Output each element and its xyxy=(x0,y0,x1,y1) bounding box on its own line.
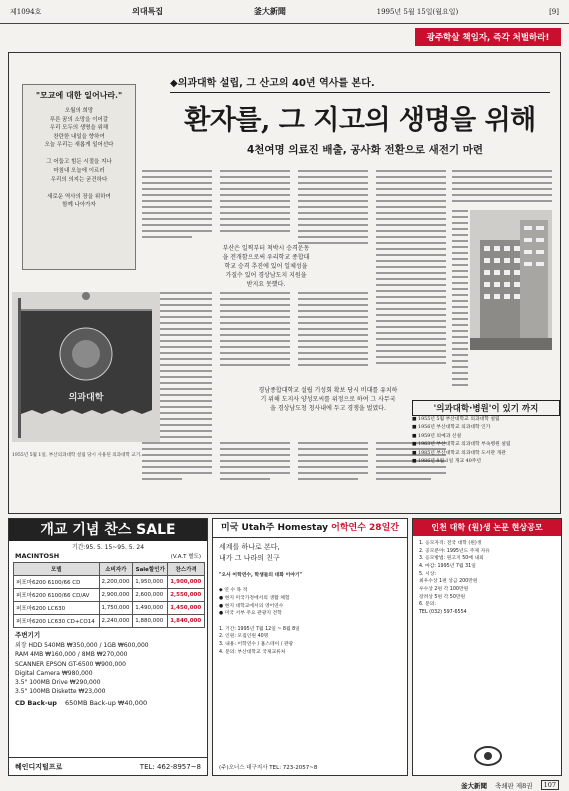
quote-line: 오월의 희망 xyxy=(64,108,94,115)
banner-slogan: 광주학살 책임자, 즉각 처벌하라! xyxy=(415,28,561,46)
price-cell: 2,600,000 xyxy=(133,589,168,602)
homestay-line: "오사 어학연수, 학생들의 대화 이야기" xyxy=(219,573,303,579)
price-cell: 1,450,000 xyxy=(168,602,205,615)
contest-line: 3. 응모방법: 원고지 50매 내외 xyxy=(419,556,484,562)
contest-line: 최우수상 1편 상금 200만원 xyxy=(419,579,478,585)
price-row xyxy=(14,602,205,615)
contest-line: 장려상 5편 각 50만원 xyxy=(419,594,466,600)
flag-photo xyxy=(12,292,160,442)
price-cell: 2,550,000 xyxy=(168,589,205,602)
price-col-header: 모델 xyxy=(14,563,100,576)
price-cell: 2,240,000 xyxy=(99,615,133,628)
history-item: ■ 1963년 부산대학교 의과대학 부속병원 설립 xyxy=(412,442,511,448)
history-item: ■ 1955년 5월 부산대학교 의과대학 설립 xyxy=(412,417,500,422)
pull-quote: 경남종합대학교 설립 기성회 확보 당시 비대를 유치하기 위해 도지사 양성모씨를 위정으로 하여 그 사무국을 경상남도청 청사내에 두고 경쟁을 벌였다. xyxy=(258,387,398,412)
homestay-line xyxy=(219,618,401,626)
price-col-header: 소비자가 xyxy=(99,563,133,576)
homestay-line: 2. 인원: 모집인원 40명 xyxy=(219,634,269,640)
history-item: ■ 1959년 의예과 신설 xyxy=(412,433,462,439)
quote-line: 찬란한 내일을 향하여 xyxy=(53,133,105,140)
section-name: 의대특집 xyxy=(132,7,164,16)
peripheral-item: 외장 HDD 540MB ₩350,000 / 1GB ₩600,000 xyxy=(15,642,149,649)
peripheral-item: Digital Camera ₩980,000 xyxy=(15,669,93,677)
price-col-header: 찬스가격 xyxy=(168,563,205,576)
footer-edition: 축쇄판 제8권 xyxy=(494,781,533,790)
homestay-line: 내가 그 나라의 친구 xyxy=(219,554,280,563)
homestay-body xyxy=(219,542,401,656)
page-footer xyxy=(0,779,569,791)
price-table xyxy=(13,562,205,628)
homestay-title-b: 어학연수 28일간 xyxy=(328,523,399,533)
homestay-line xyxy=(219,580,401,588)
contest-line: 6. 문의: xyxy=(419,602,436,608)
homestay-title-a: 미국 Utah주 Homestay xyxy=(221,523,328,533)
homestay-line: 세계를 하나로 본다, xyxy=(219,543,280,551)
price-row xyxy=(14,589,205,602)
company-name: 혜인디지털프로 xyxy=(15,762,63,771)
homestay-line: ● 미국 서부 주요 관광지 견학 xyxy=(219,611,282,617)
quote-line: 우리의 의지는 굳건하다 xyxy=(50,176,108,183)
price-cell: 퍼포마6200 6100/66 CD/AV xyxy=(14,589,100,602)
hospital-building-photo xyxy=(470,210,552,350)
history-sidebar xyxy=(412,400,560,510)
article-subhead: 4천여명 의료진 배출, 공사화 전환으로 새전기 마련 xyxy=(246,144,484,156)
quote-line xyxy=(26,150,132,159)
contest-line: TEL (032) 597-6554 xyxy=(419,610,467,616)
contest-line: 1. 응모자격: 전국 대학 (원)생 xyxy=(419,541,482,546)
contest-title: 인천 대학 (원)생 논문 현상공모 xyxy=(413,519,561,536)
peripheral-item: 3.5" 100MB Drive ₩290,000 xyxy=(15,679,101,687)
flag-caption: 1955년 5월 1일, 부산의과대학 설립 당시 사용된 의과대학 교기. xyxy=(12,453,142,458)
price-cell: 2,900,000 xyxy=(99,589,133,602)
history-item: ■ 1956년 부산대학교 의과대학 인가 xyxy=(412,425,491,431)
quote-line: 마침내 오늘에 이르러 xyxy=(53,168,105,174)
contest-line: 5. 시상: xyxy=(419,571,436,577)
company-phone: TEL: 462-8957~8 xyxy=(139,762,201,771)
history-item: ■ 1985년 부산대학교 의과대학 도서관 개관 xyxy=(412,450,506,456)
homestay-line: ● 현지 미국가정에서의 생활 체험 xyxy=(219,596,290,602)
history-item: ■ 1986년 8월 1일 개교 40주년 xyxy=(412,458,482,464)
homestay-line: ◆ 연 수 목 적 xyxy=(219,588,248,594)
article-kicker: ◆의과대학 설립, 그 산고의 40년 역사를 본다. xyxy=(170,74,550,93)
price-cell: 퍼포마6200 6100/66 CD xyxy=(14,576,100,589)
peripheral-item: RAM 4MB ₩160,000 / 8MB ₩270,000 xyxy=(15,651,128,659)
price-cell: 1,900,000 xyxy=(168,576,205,589)
page-number: [9] xyxy=(549,7,559,16)
sale-period: 기간:95. 5. 15~95. 5. 24 xyxy=(71,544,145,551)
peripheral-item: SCANNER EPSON GT-6500 ₩900,000 xyxy=(15,660,126,668)
price-cell: 1,950,000 xyxy=(133,576,168,589)
price-cell: 퍼포마6200 LC630 CD+CO14 xyxy=(14,615,100,628)
sale-title: 개교 기념 찬스 SALE xyxy=(9,519,207,541)
contest-line: 4. 마감: 1995년 7월 31일 xyxy=(419,564,476,570)
newspaper-name: 釜大新聞 xyxy=(253,7,286,16)
quote-line: 오늘 우리는 새롭게 일어선다 xyxy=(44,142,114,149)
sale-footer xyxy=(9,757,207,775)
contest-line: 우수상 2편 각 100만원 xyxy=(419,587,469,593)
price-row xyxy=(14,576,205,589)
price-col-header: Sale할인가 xyxy=(133,563,168,576)
quote-line: 푸른 꿈의 소망을 이어갈 xyxy=(49,116,109,123)
homestay-advertisement xyxy=(212,518,408,776)
quote-title: "모교에 대한 일어나라." xyxy=(35,90,123,100)
homestay-footer: (주)오너스 대구지사 TEL: 723-2057~8 xyxy=(219,765,318,771)
sale-advertisement xyxy=(8,518,208,776)
issue-date: 1995년 5월 15일(월요일) xyxy=(376,7,459,16)
contest-logo-icon xyxy=(473,745,503,767)
peripherals-list xyxy=(15,641,201,697)
contest-advertisement xyxy=(412,518,562,776)
pull-quote: 부산은 일찍부터 척박시 승격운동을 전개함으로써 우리학교 종합대학교 승격 추진에 있어 일체성을 가질수 있어 경상남도지 지원을 받지요 못했다. xyxy=(222,245,310,288)
quote-line xyxy=(26,184,132,193)
quote-line: 그 어둡고 힘든 시절을 지나 xyxy=(46,159,112,166)
price-row xyxy=(14,615,205,628)
issue-number: 제1094호 xyxy=(10,7,42,16)
peripherals-title: 주변기기 xyxy=(15,631,41,639)
sale-model-title: MACINTOSH xyxy=(15,552,60,560)
page-header xyxy=(0,0,569,24)
peripheral-item: 3.5" 100MB Diskette ₩23,000 xyxy=(15,688,106,696)
homestay-title xyxy=(213,519,407,538)
cd-backup-label: CD Back-up xyxy=(15,698,57,707)
price-cell: 2,200,000 xyxy=(99,576,133,589)
homestay-line: ● 현지 대학교에서의 영어연수 xyxy=(219,603,284,609)
sale-vat-note: (V.A.T 별도) xyxy=(170,554,201,560)
price-cell: 1,840,000 xyxy=(168,615,205,628)
homestay-line: 1. 기간: 1995년 7월 12일 ~ 8월 8일 xyxy=(219,626,300,632)
quote-line: 우리 모두의 생명을 위해 xyxy=(49,125,109,132)
footer-page-number: 107 xyxy=(541,780,559,790)
price-cell: 1,490,000 xyxy=(133,602,168,615)
homestay-line: 3. 내용: 어학연수 / 홈스테이 / 관광 xyxy=(219,642,294,648)
cd-backup-price: 650MB Back-up ₩40,000 xyxy=(64,698,148,707)
quote-line: 새로운 역사의 장을 위하여 xyxy=(47,193,111,200)
homestay-line xyxy=(219,564,401,572)
quote-box xyxy=(22,84,136,270)
price-cell: 1,880,000 xyxy=(133,615,168,628)
homestay-line: 4. 문의: 부산대학교 국제교류처 xyxy=(219,649,286,655)
price-cell: 퍼포마6200 LC630 xyxy=(14,602,100,615)
article-headline: 환자를, 그 지고의 생명을 위해 xyxy=(184,105,536,136)
contest-line: 2. 공모분야: 1995년도 주제 자유 xyxy=(419,548,490,554)
history-title: '의과대학·병원'이 있기 까지 xyxy=(412,400,560,416)
footer-paper: 釜大新聞 xyxy=(460,781,487,790)
price-cell: 1,750,000 xyxy=(99,602,133,615)
quote-line: 함께 나아가자 xyxy=(62,202,96,209)
contest-body xyxy=(419,540,555,617)
svg-text:의과대학: 의과대학 xyxy=(68,393,104,403)
